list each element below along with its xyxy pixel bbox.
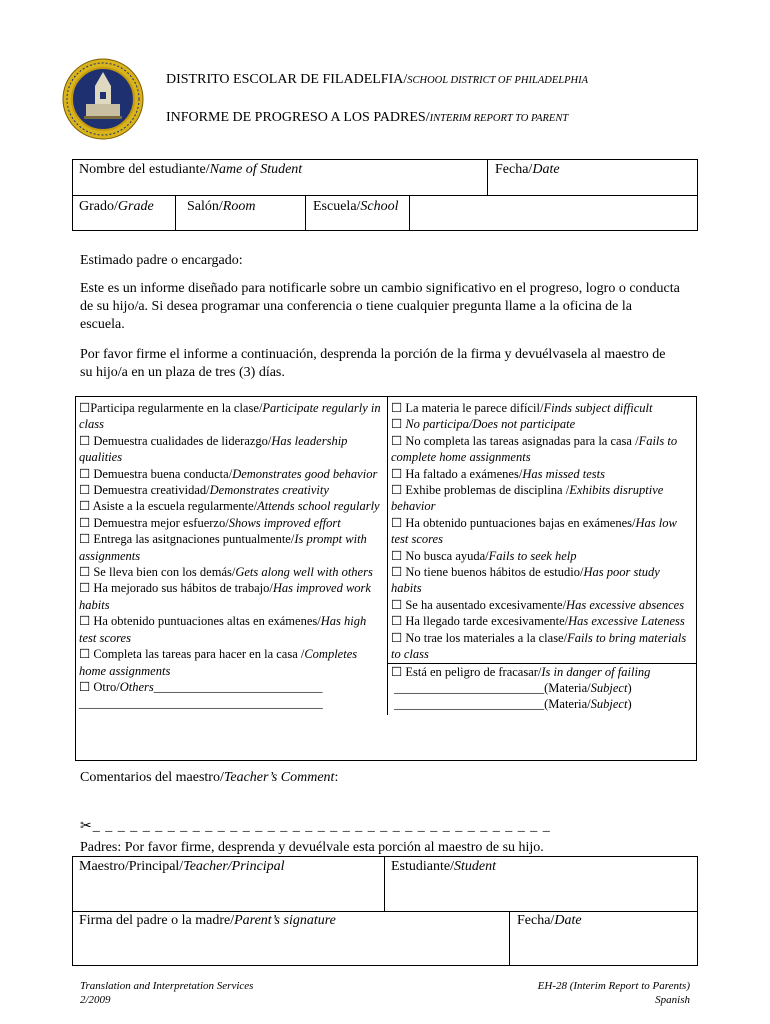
parent-signature-field[interactable]: Firma del padre o la madre/Parent’s signature xyxy=(79,913,336,928)
checkbox-icon[interactable]: ☐ xyxy=(391,597,403,612)
list-item[interactable]: ☐ Entrega las asitgnaciones puntualmente/Is prompt with assignments xyxy=(79,532,367,563)
list-item[interactable]: ☐ Demuestra cualidades de liderazgo/Has leadership qualities xyxy=(79,433,348,465)
checkbox-icon[interactable]: ☐ xyxy=(391,483,403,498)
list-item[interactable]: ☐ Ha mejorado sus hábitos de trabajo/Has improved work habits xyxy=(79,581,371,612)
student-info-box xyxy=(72,159,698,231)
student-name-field[interactable]: Nombre del estudiante/Name of Student xyxy=(79,162,303,177)
checkbox-icon[interactable]: ☐ xyxy=(79,433,91,448)
scissors-icon: ✂ xyxy=(80,819,93,834)
negative-list xyxy=(391,400,693,713)
list-item[interactable]: ☐ Ha faltado a exámenes/Has missed tests xyxy=(391,466,605,481)
list-item[interactable]: ☐ Ha obtenido puntuaciones altas en exámenes/Has high test scores xyxy=(79,614,367,645)
checkbox-icon[interactable]: ☐ xyxy=(79,532,91,547)
list-item[interactable]: ☐ La materia le parece difícil/Finds subject difficult xyxy=(391,401,653,415)
teacher-signature-field[interactable]: Maestro/Principal/Teacher/Principal xyxy=(79,859,285,874)
list-item[interactable]: ☐ Completa las tareas para hacer en la casa /Completes home assignments xyxy=(79,647,358,678)
checkbox-icon[interactable]: ☐ xyxy=(391,548,403,563)
signature-date-field[interactable]: Fecha/Date xyxy=(517,913,582,928)
teacher-comments-label: Comentarios del maestro/Teacher’s Comment: xyxy=(80,770,339,785)
checkbox-icon[interactable]: ☐ xyxy=(79,483,91,498)
list-item[interactable]: ☐ No busca ayuda/Fails to seek help xyxy=(391,548,577,563)
cut-instruction: Padres: Por favor firme, desprenda y devuélvale esta porción al maestro de su hijo. xyxy=(80,840,544,855)
checkbox-icon[interactable]: ☐ xyxy=(79,647,91,662)
signature-box xyxy=(72,856,698,966)
checkbox-icon[interactable]: ☐ xyxy=(79,515,91,530)
list-item[interactable]: ☐ Asiste a la escuela regularmente/Attends school regularly xyxy=(79,499,380,514)
list-item[interactable]: ☐ Ha obtenido puntuaciones bajas en exámenes/Has low test scores xyxy=(391,515,677,547)
list-item[interactable]: ☐ Exhibe problemas de disciplina /Exhibits disruptive behavior xyxy=(391,483,664,514)
checkbox-icon[interactable]: ☐ xyxy=(391,401,403,415)
grade-field[interactable]: Grado/Grade xyxy=(79,199,154,214)
checkbox-icon[interactable]: ☐ xyxy=(391,433,403,448)
district-seal xyxy=(62,58,144,140)
subject-line[interactable]: ________________________(Materia/Subject) xyxy=(394,680,632,695)
checkbox-icon[interactable]: ☐ xyxy=(79,466,91,481)
room-field[interactable]: Salón/Room xyxy=(187,199,256,214)
failing-item[interactable]: ☐ Está en peligro de fracasar/Is in danger of failing xyxy=(387,663,697,680)
checkbox-icon[interactable]: ☐ xyxy=(391,630,403,645)
list-item[interactable]: ☐ Demuestra mejor esfuerzo/Shows improved effort xyxy=(79,515,341,530)
checkbox-icon[interactable]: ☐ xyxy=(391,614,403,629)
checkbox-icon[interactable]: ☐ xyxy=(391,417,403,432)
checkbox-icon[interactable]: ☐ xyxy=(79,581,91,596)
greeting: Estimado padre o encargado: xyxy=(80,253,243,268)
student-signature-field[interactable]: Estudiante/Student xyxy=(391,859,496,874)
instructions-paragraph: Por favor firme el informe a continuación, desprenda la porción de la firma y devuélvasela al maestro de su hijo/a en un plaza de tres (3) días. xyxy=(80,347,666,380)
list-item[interactable]: ☐ Demuestra buena conducta/Demonstrates good behavior xyxy=(79,466,378,481)
list-item-other[interactable]: ☐ Otro/Others___________________________ xyxy=(79,679,323,694)
list-item[interactable]: ☐ No completa las tareas asignadas para la casa /Fails to complete home assignments xyxy=(391,433,678,465)
list-item[interactable]: ☐ Demuestra creatividad/Demonstrates creativity xyxy=(79,483,329,498)
list-item[interactable]: ☐Participa regularmente en la clase/Participate regularly in class xyxy=(79,401,381,432)
date-field[interactable]: Fecha/Date xyxy=(495,162,560,177)
checkbox-icon[interactable]: ☐ xyxy=(79,565,91,580)
list-item[interactable]: ☐ Ha llegado tarde excesivamente/Has excessive Lateness xyxy=(391,614,685,629)
list-item[interactable]: ☐ No participa/Does not participate xyxy=(391,417,576,432)
list-item[interactable]: ☐ Se lleva bien con los demás/Gets along well with others xyxy=(79,565,373,580)
checkbox-icon[interactable]: ☐ xyxy=(79,679,91,694)
header-title: DISTRITO ESCOLAR DE FILADELFIA/SCHOOL DISTRICT OF PHILADELPHIA xyxy=(166,72,588,87)
positive-list xyxy=(79,400,381,712)
subject-line[interactable]: ________________________(Materia/Subject) xyxy=(394,697,632,712)
school-field[interactable]: Escuela/School xyxy=(313,199,399,214)
checkbox-icon[interactable]: ☐ xyxy=(391,664,403,679)
other-line[interactable]: ___________________________ xyxy=(153,679,323,694)
footer-right: EH-28 (Interim Report to Parents) Spanish xyxy=(537,980,690,1006)
header-subtitle: INFORME DE PROGRESO A LOS PADRES/INTERIM REPORT TO PARENT xyxy=(166,110,569,125)
checkbox-icon[interactable]: ☐ xyxy=(79,614,91,629)
list-item[interactable]: ☐ No tiene buenos hábitos de estudio/Has poor study habits xyxy=(391,565,660,596)
checkbox-icon[interactable]: ☐ xyxy=(79,499,91,514)
checkbox-icon[interactable]: ☐ xyxy=(391,466,403,481)
checkbox-icon[interactable]: ☐ xyxy=(391,565,403,580)
cut-line: ✂_ _ _ _ _ _ _ _ _ _ _ _ _ _ _ _ _ _ _ _ _ _ _ _ _ _ _ _ _ _ _ _ _ _ _ _ _ xyxy=(80,819,551,834)
other-line-2[interactable]: _______________________________________ xyxy=(79,696,323,711)
list-item[interactable]: ☐ No trae los materiales a la clase/Fails to bring materials to class xyxy=(391,630,687,662)
footer-left: Translation and Interpretation Services 2/2009 xyxy=(80,980,254,1006)
checkbox-icon[interactable]: ☐ xyxy=(79,401,91,415)
checkbox-icon[interactable]: ☐ xyxy=(391,515,403,530)
list-item[interactable]: ☐ Se ha ausentado excesivamente/Has excessive absences xyxy=(391,597,685,612)
intro-paragraph: Este es un informe diseñado para notificarle sobre un cambio significativo en el progreso, logro o conducta de su hijo/a. Si desea programar una conferencia o tiene cualquier pregunta llame a la oficina de la escuela. xyxy=(80,281,680,332)
